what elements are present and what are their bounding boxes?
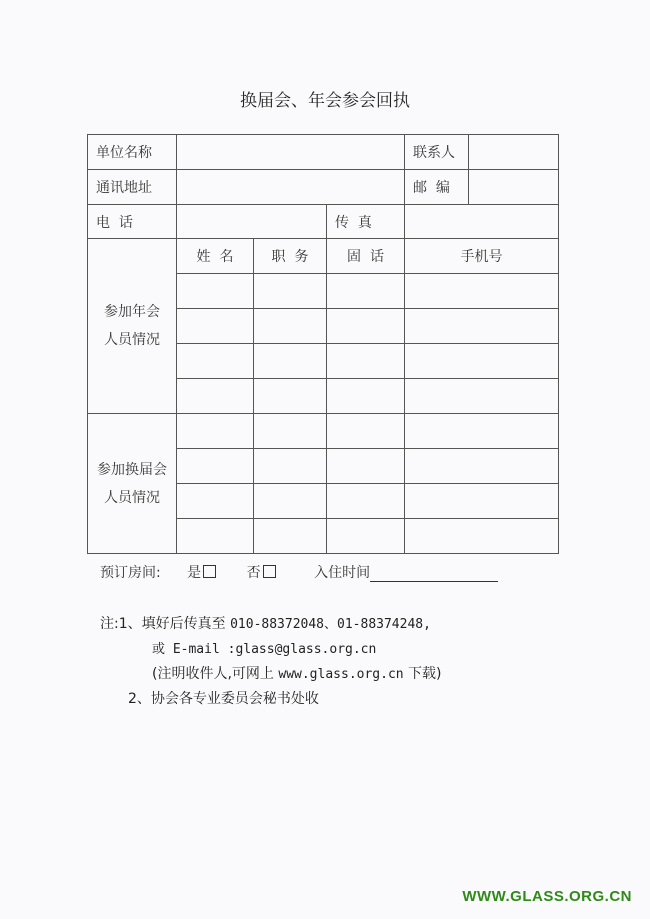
election-attendees-label: 参加换届会 人员情况: [88, 414, 177, 554]
landline-cell[interactable]: [327, 309, 405, 344]
phone-field[interactable]: [177, 205, 327, 239]
note-line-remark: (注明收件人,可网上 www.glass.org.cn 下载): [152, 666, 442, 682]
no-option-label: 否: [246, 565, 261, 581]
room-booking-line: [100, 562, 498, 582]
mobile-cell[interactable]: [405, 274, 559, 309]
position-cell[interactable]: [254, 519, 327, 554]
landline-cell[interactable]: [327, 274, 405, 309]
mobile-cell[interactable]: [405, 309, 559, 344]
contact-person-field[interactable]: [469, 135, 559, 170]
name-cell[interactable]: [177, 519, 254, 554]
col-name-header: 姓 名: [177, 239, 254, 274]
landline-cell[interactable]: [327, 449, 405, 484]
position-cell[interactable]: [254, 414, 327, 449]
landline-cell[interactable]: [327, 379, 405, 414]
name-cell[interactable]: [177, 274, 254, 309]
col-landline-header: 固 话: [327, 239, 405, 274]
checkin-time-field[interactable]: [370, 567, 498, 582]
election-row: [88, 414, 559, 449]
room-booking-label: 预订房间:: [100, 565, 161, 581]
fax-field[interactable]: [405, 205, 559, 239]
note-line-2: 2、协会各专业委员会秘书处收: [128, 691, 319, 707]
position-cell[interactable]: [254, 344, 327, 379]
yes-checkbox[interactable]: [203, 565, 216, 578]
address-label: 通讯地址: [88, 170, 177, 205]
site-logo: WWW.GLASS.ORG.CN: [462, 888, 632, 905]
annual-attendees-label: 参加年会 人员情况: [88, 239, 177, 414]
document-title: 换届会、年会参会回执: [240, 91, 410, 111]
note-line-1: 注:1、填好后传真至 010-88372048、01-88374248,: [100, 616, 431, 632]
position-cell[interactable]: [254, 379, 327, 414]
website-url: www.glass.org.cn: [278, 667, 404, 682]
registration-form-table: [87, 134, 559, 554]
name-cell[interactable]: [177, 414, 254, 449]
col-mobile-header: 手机号: [405, 239, 559, 274]
mobile-cell[interactable]: [405, 344, 559, 379]
landline-cell[interactable]: [327, 414, 405, 449]
position-cell[interactable]: [254, 484, 327, 519]
name-cell[interactable]: [177, 484, 254, 519]
landline-cell[interactable]: [327, 519, 405, 554]
contact-person-label: 联系人: [405, 135, 469, 170]
postcode-field[interactable]: [469, 170, 559, 205]
position-cell[interactable]: [254, 309, 327, 344]
no-checkbox[interactable]: [263, 565, 276, 578]
phone-label: 电 话: [88, 205, 177, 239]
mobile-cell[interactable]: [405, 414, 559, 449]
mobile-cell[interactable]: [405, 519, 559, 554]
mobile-cell[interactable]: [405, 484, 559, 519]
address-field[interactable]: [177, 170, 405, 205]
notes-prefix: 注:: [100, 616, 119, 632]
name-cell[interactable]: [177, 309, 254, 344]
name-cell[interactable]: [177, 344, 254, 379]
landline-cell[interactable]: [327, 484, 405, 519]
fax-numbers: 010-88372048、01-88374248,: [230, 617, 431, 632]
notes-section: [100, 612, 442, 712]
checkin-time-label: 入住时间: [314, 565, 371, 581]
landline-cell[interactable]: [327, 344, 405, 379]
email-address: glass@glass.org.cn: [235, 642, 377, 657]
position-cell[interactable]: [254, 449, 327, 484]
mobile-cell[interactable]: [405, 449, 559, 484]
col-position-header: 职 务: [254, 239, 327, 274]
unit-name-field[interactable]: [177, 135, 405, 170]
fax-label: 传 真: [327, 205, 405, 239]
name-cell[interactable]: [177, 379, 254, 414]
mobile-cell[interactable]: [405, 379, 559, 414]
unit-name-label: 单位名称: [88, 135, 177, 170]
postcode-label: 邮 编: [405, 170, 469, 205]
position-cell[interactable]: [254, 274, 327, 309]
name-cell[interactable]: [177, 449, 254, 484]
note-line-email: 或 E-mail :glass@glass.org.cn: [152, 642, 377, 657]
yes-option-label: 是: [187, 565, 202, 581]
